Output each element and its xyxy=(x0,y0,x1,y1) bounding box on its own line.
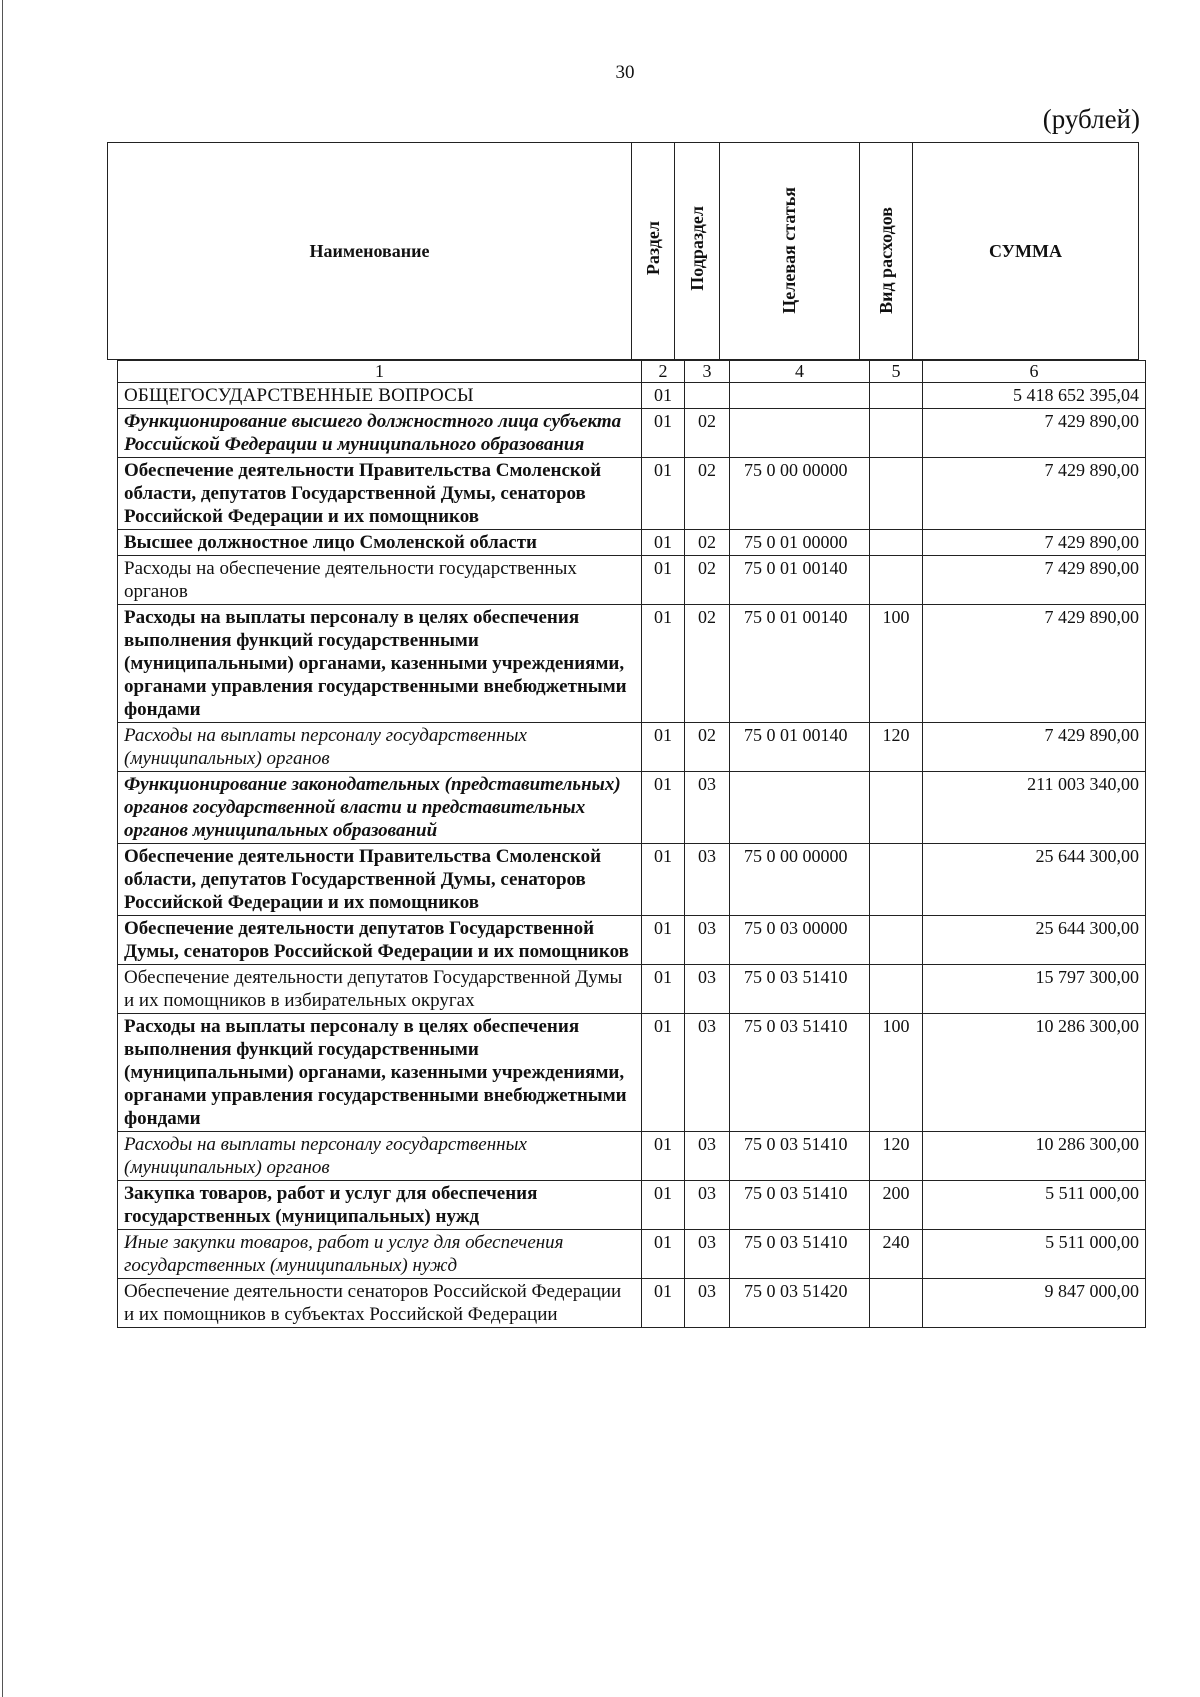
row-expense-type xyxy=(870,556,923,605)
row-name: Обеспечение деятельности депутатов Государственной Думы, сенаторов Российской Федерации и их помощников xyxy=(118,916,642,965)
row-expense-type xyxy=(870,530,923,556)
row-sum: 7 429 890,00 xyxy=(923,605,1146,723)
header-article-cell xyxy=(720,143,860,360)
row-target-article: 75 0 03 51420 xyxy=(730,1279,870,1328)
column-number: 4 xyxy=(730,361,870,383)
row-section: 01 xyxy=(642,556,685,605)
column-numbers-row xyxy=(118,361,1146,383)
header-subsection: Подраздел xyxy=(686,206,707,291)
row-subsection: 02 xyxy=(685,409,730,458)
row-target-article: 75 0 01 00000 xyxy=(730,530,870,556)
row-expense-type xyxy=(870,916,923,965)
row-name: Функционирование законодательных (представительных) органов государственной власти и представительных органов муниципальных образований xyxy=(118,772,642,844)
row-subsection: 03 xyxy=(685,1230,730,1279)
row-expense-type xyxy=(870,383,923,409)
header-sum: СУММА xyxy=(913,143,1139,360)
column-number: 1 xyxy=(118,361,642,383)
row-target-article: 75 0 03 51410 xyxy=(730,1181,870,1230)
row-section: 01 xyxy=(642,409,685,458)
row-target-article: 75 0 03 51410 xyxy=(730,1230,870,1279)
row-expense-type: 100 xyxy=(870,605,923,723)
row-section: 01 xyxy=(642,965,685,1014)
row-section: 01 xyxy=(642,1132,685,1181)
row-sum: 7 429 890,00 xyxy=(923,556,1146,605)
row-subsection: 02 xyxy=(685,723,730,772)
row-expense-type: 240 xyxy=(870,1230,923,1279)
row-section: 01 xyxy=(642,772,685,844)
table-row xyxy=(118,1014,1146,1132)
table-row xyxy=(118,1132,1146,1181)
row-name: Иные закупки товаров, работ и услуг для обеспечения государственных (муниципальных) нужд xyxy=(118,1230,642,1279)
row-name: Расходы на выплаты персоналу государственных (муниципальных) органов xyxy=(118,723,642,772)
row-name: ОБЩЕГОСУДАРСТВЕННЫЕ ВОПРОСЫ xyxy=(118,383,642,409)
header-expense-type: Вид расходов xyxy=(875,207,896,314)
table-row xyxy=(118,458,1146,530)
row-subsection: 03 xyxy=(685,965,730,1014)
table-row xyxy=(118,605,1146,723)
row-sum: 15 797 300,00 xyxy=(923,965,1146,1014)
row-sum: 25 644 300,00 xyxy=(923,844,1146,916)
row-target-article xyxy=(730,383,870,409)
row-target-article xyxy=(730,772,870,844)
row-name: Расходы на выплаты персоналу в целях обеспечения выполнения функций государственными (муниципальными) органами, казенными учреждениями, органами управления государственными внебюджетными фондами xyxy=(118,605,642,723)
row-expense-type: 200 xyxy=(870,1181,923,1230)
row-subsection xyxy=(685,383,730,409)
row-name: Расходы на выплаты персоналу государственных (муниципальных) органов xyxy=(118,1132,642,1181)
header-section: Раздел xyxy=(642,221,663,276)
row-section: 01 xyxy=(642,1279,685,1328)
header-table xyxy=(107,142,1139,360)
row-section: 01 xyxy=(642,1014,685,1132)
row-subsection: 03 xyxy=(685,916,730,965)
row-target-article: 75 0 03 00000 xyxy=(730,916,870,965)
row-section: 01 xyxy=(642,605,685,723)
row-name: Обеспечение деятельности Правительства Смоленской области, депутатов Государственной Думы, сенаторов Российской Федерации и их помощников xyxy=(118,844,642,916)
row-subsection: 02 xyxy=(685,458,730,530)
header-name: Наименование xyxy=(108,143,632,360)
row-sum: 5 511 000,00 xyxy=(923,1181,1146,1230)
table-row xyxy=(118,844,1146,916)
row-sum: 211 003 340,00 xyxy=(923,772,1146,844)
column-number: 3 xyxy=(685,361,730,383)
row-name: Закупка товаров, работ и услуг для обеспечения государственных (муниципальных) нужд xyxy=(118,1181,642,1230)
row-section: 01 xyxy=(642,383,685,409)
row-sum: 7 429 890,00 xyxy=(923,409,1146,458)
row-section: 01 xyxy=(642,530,685,556)
row-expense-type xyxy=(870,458,923,530)
row-name: Обеспечение деятельности Правительства Смоленской области, депутатов Государственной Думы, сенаторов Российской Федерации и их помощников xyxy=(118,458,642,530)
row-sum: 5 418 652 395,04 xyxy=(923,383,1146,409)
row-section: 01 xyxy=(642,916,685,965)
row-section: 01 xyxy=(642,723,685,772)
row-sum: 10 286 300,00 xyxy=(923,1132,1146,1181)
row-section: 01 xyxy=(642,458,685,530)
table-row xyxy=(118,556,1146,605)
table-row xyxy=(118,723,1146,772)
table-row xyxy=(118,965,1146,1014)
page-number: 30 xyxy=(615,62,635,83)
page-edge-line xyxy=(2,0,3,1697)
row-target-article: 75 0 01 00140 xyxy=(730,605,870,723)
column-number: 2 xyxy=(642,361,685,383)
row-target-article: 75 0 00 00000 xyxy=(730,844,870,916)
row-subsection: 02 xyxy=(685,530,730,556)
table-row xyxy=(118,530,1146,556)
row-target-article: 75 0 01 00140 xyxy=(730,556,870,605)
row-name: Обеспечение деятельности сенаторов Российской Федерации и их помощников в субъектах Российской Федерации xyxy=(118,1279,642,1328)
row-expense-type xyxy=(870,1279,923,1328)
row-target-article: 75 0 03 51410 xyxy=(730,965,870,1014)
row-target-article: 75 0 03 51410 xyxy=(730,1014,870,1132)
row-target-article: 75 0 00 00000 xyxy=(730,458,870,530)
row-name: Расходы на обеспечение деятельности государственных органов xyxy=(118,556,642,605)
row-subsection: 03 xyxy=(685,1014,730,1132)
table-row xyxy=(118,1230,1146,1279)
row-subsection: 03 xyxy=(685,1279,730,1328)
budget-table-body xyxy=(118,361,1146,1328)
row-expense-type xyxy=(870,965,923,1014)
row-expense-type xyxy=(870,844,923,916)
row-subsection: 03 xyxy=(685,772,730,844)
row-subsection: 02 xyxy=(685,605,730,723)
row-expense-type: 100 xyxy=(870,1014,923,1132)
header-subsection-cell xyxy=(675,143,720,360)
row-sum: 7 429 890,00 xyxy=(923,530,1146,556)
row-subsection: 03 xyxy=(685,844,730,916)
row-sum: 10 286 300,00 xyxy=(923,1014,1146,1132)
row-sum: 7 429 890,00 xyxy=(923,458,1146,530)
row-expense-type xyxy=(870,409,923,458)
row-sum: 7 429 890,00 xyxy=(923,723,1146,772)
header-type-cell xyxy=(860,143,913,360)
row-sum: 5 511 000,00 xyxy=(923,1230,1146,1279)
column-number: 6 xyxy=(923,361,1146,383)
row-section: 01 xyxy=(642,844,685,916)
header-section-cell xyxy=(632,143,675,360)
row-subsection: 03 xyxy=(685,1132,730,1181)
row-sum: 25 644 300,00 xyxy=(923,916,1146,965)
table-row xyxy=(118,916,1146,965)
row-section: 01 xyxy=(642,1230,685,1279)
row-subsection: 03 xyxy=(685,1181,730,1230)
row-name: Высшее должностное лицо Смоленской области xyxy=(118,530,642,556)
row-name: Функционирование высшего должностного лица субъекта Российской Федерации и муниципального образования xyxy=(118,409,642,458)
header-target-article: Целевая статья xyxy=(779,187,799,314)
row-name: Обеспечение деятельности депутатов Государственной Думы и их помощников в избирательных округах xyxy=(118,965,642,1014)
row-name: Расходы на выплаты персоналу в целях обеспечения выполнения функций государственными (муниципальными) органами, казенными учреждениями, органами управления государственными внебюджетными фондами xyxy=(118,1014,642,1132)
row-target-article xyxy=(730,409,870,458)
row-target-article: 75 0 03 51410 xyxy=(730,1132,870,1181)
row-expense-type: 120 xyxy=(870,723,923,772)
table-row xyxy=(118,1279,1146,1328)
table-row xyxy=(118,409,1146,458)
row-expense-type xyxy=(870,772,923,844)
unit-note: (рублей) xyxy=(1042,104,1140,134)
row-section: 01 xyxy=(642,1181,685,1230)
budget-table xyxy=(117,360,1146,1328)
row-target-article: 75 0 01 00140 xyxy=(730,723,870,772)
row-subsection: 02 xyxy=(685,556,730,605)
table-row xyxy=(118,772,1146,844)
table-row xyxy=(118,383,1146,409)
row-sum: 9 847 000,00 xyxy=(923,1279,1146,1328)
column-number: 5 xyxy=(870,361,923,383)
table-row xyxy=(118,1181,1146,1230)
row-expense-type: 120 xyxy=(870,1132,923,1181)
